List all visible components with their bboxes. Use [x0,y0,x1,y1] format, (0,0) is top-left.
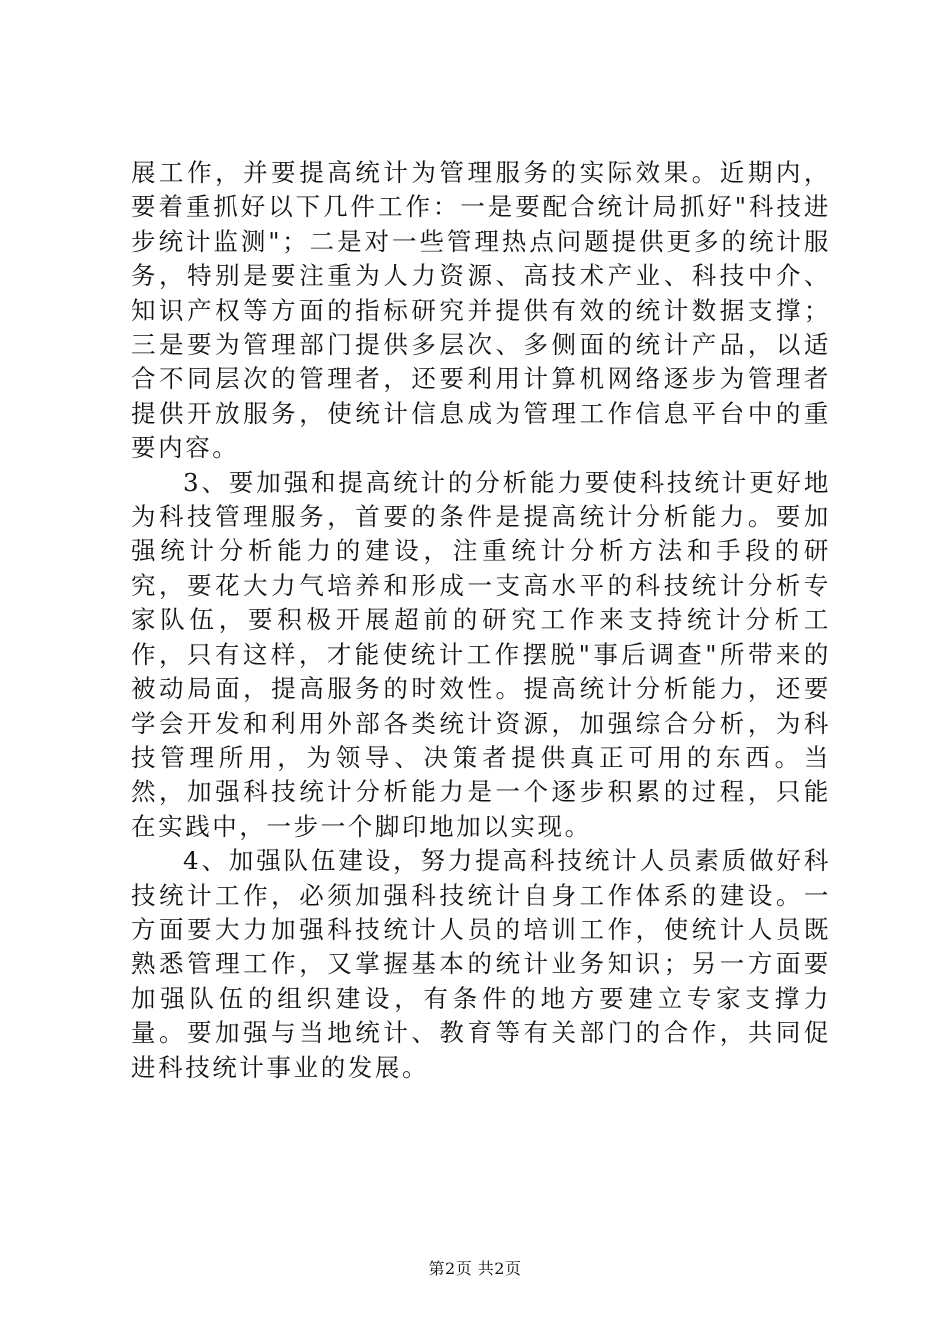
paragraph-analysis-capability: 3、要加强和提高统计的分析能力要使科技统计更好地为科技管理服务，首要的条件是提高统计分析能力。要加强统计分析能力的建设，注重统计分析方法和手段的研究，要花大力气培养和形成一支高水平的科技统计分析专家队伍，要积极开展超前的研究工作来支持统计分析工作，只有这样，才能使统计工作摆脱"事后调查"所带来的被动局面，提高服务的时效性。提高统计分析能力，还要学会开发和利用外部各类统计资源，加强综合分析，为科技管理所用，为领导、决策者提供真正可用的东西。当然，加强科技统计分析能力是一个逐步积累的过程，只能在实践中，一步一个脚印地加以实现。 [131,467,831,841]
paragraph-continuation: 展工作，并要提高统计为管理服务的实际效果。近期内，要着重抓好以下几件工作：一是要配合统计局抓好"科技进步统计监测"；二是对一些管理热点问题提供更多的统计服务，特别是要注重为人力资源、高技术产业、科技中介、知识产权等方面的指标研究并提供有效的统计数据支撑；三是要为管理部门提供多层次、多侧面的统计产品，以适合不同层次的管理者，还要利用计算机网络逐步为管理者提供开放服务，使统计信息成为管理工作信息平台中的重要内容。 [131,158,831,463]
document-body [131,156,831,1085]
page-number-footer: 第2页 共2页 [428,1259,522,1278]
paragraph-team-building: 4、加强队伍建设，努力提高科技统计人员素质做好科技统计工作，必须加强科技统计自身工作体系的建设。一方面要大力加强科技统计人员的培训工作，使统计人员既熟悉管理工作，又掌握基本的统计业务知识；另一方面要加强队伍的组织建设，有条件的地方要建立专家支撑力量。要加强与当地统计、教育等有关部门的合作，共同促进科技统计事业的发展。 [131,846,831,1082]
